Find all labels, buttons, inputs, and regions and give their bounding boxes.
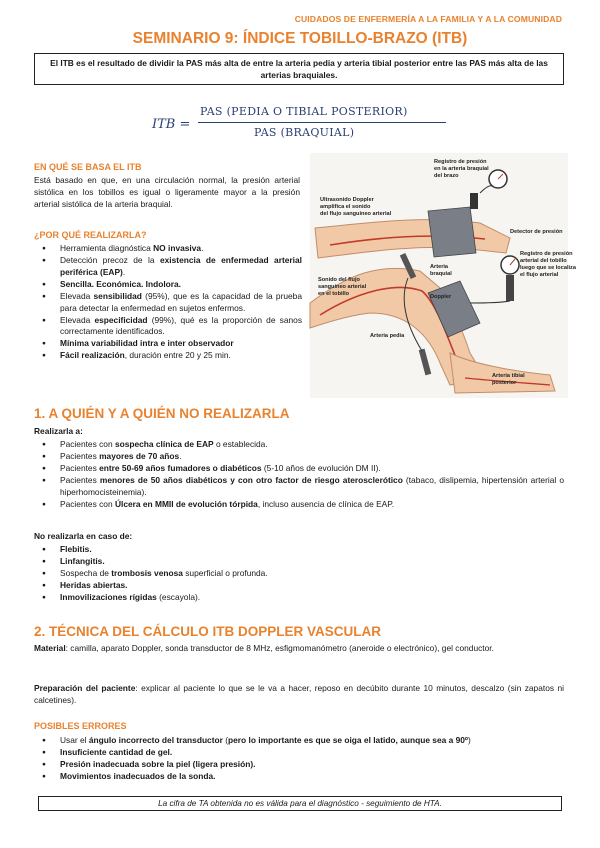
material-label: Material	[34, 643, 66, 653]
list-item: ● Pacientes entre 50-69 años fumadores o diabéticos (5-10 años de evolución DM II).	[34, 463, 564, 475]
svg-text:braquial: braquial	[430, 271, 452, 277]
material-paragraph	[34, 643, 564, 655]
section2-heading: 2. TÉCNICA DEL CÁLCULO ITB DOPPLER VASCULAR	[34, 624, 382, 639]
svg-text:posterior: posterior	[492, 380, 517, 386]
why-heading: ¿POR QUÉ REALIZARLA?	[34, 230, 147, 240]
svg-text:Registro de presión: Registro de presión	[434, 159, 487, 165]
list-item: ● Herramienta diagnóstica NO invasiva.	[34, 243, 302, 255]
list-item: ● Detección precoz de la existencia de enfermedad arterial periférica (EAP).	[34, 255, 302, 279]
svg-text:del flujo sanguíneo arterial: del flujo sanguíneo arterial	[320, 211, 392, 217]
do-label: Realizarla a:	[34, 426, 83, 436]
svg-text:arterial del tobillo: arterial del tobillo	[520, 258, 567, 264]
footnote-box: La cifra de TA obtenida no es válida para el diagnóstico - seguimiento de HTA.	[38, 796, 562, 811]
svg-text:del brazo: del brazo	[434, 173, 459, 179]
dont-list	[34, 544, 564, 604]
list-item: ● Fácil realización, duración entre 20 y 25 min.	[34, 350, 302, 362]
list-item: ● Heridas abiertas.	[34, 580, 564, 592]
list-item: ● Presión inadecuada sobre la piel (ligera presión).	[34, 759, 564, 771]
page-title: SEMINARIO 9: ÍNDICE TOBILLO-BRAZO (ITB)	[132, 30, 468, 47]
svg-text:Arteria: Arteria	[430, 264, 449, 270]
formula-numerator: PAS (PEDIA O TIBIAL POSTERIOR)	[200, 105, 408, 118]
svg-text:sanguíneo arterial: sanguíneo arterial	[318, 284, 367, 290]
svg-text:en el tobillo: en el tobillo	[318, 291, 350, 297]
errors-heading: POSIBLES ERRORES	[34, 721, 127, 731]
list-item: ● Sencilla. Económica. Indolora.	[34, 279, 302, 291]
formula-lhs: ITB =	[152, 117, 191, 132]
formula-denominator: PAS (BRAQUIAL)	[254, 126, 355, 139]
list-item: ● Pacientes con sospecha clínica de EAP o establecida.	[34, 439, 564, 451]
svg-text:amplifica el sonido: amplifica el sonido	[320, 204, 371, 210]
list-item: ● Pacientes mayores de 70 años.	[34, 451, 564, 463]
list-item: ● Elevada especificidad (99%), qué es la proporción de sanos correctamente identificados.	[34, 315, 302, 339]
prep-paragraph	[34, 683, 564, 707]
list-item: ● Flebitis.	[34, 544, 564, 556]
doppler-illustration	[310, 153, 576, 398]
why-list	[34, 243, 302, 362]
basis-heading: EN QUÉ SE BASA EL ITB	[34, 162, 142, 172]
basis-text: Está basado en que, en una circulación normal, la presión arterial sistólica en los tobillos es igual o ligeramente mayor a la presión arterial sistólica de la arteria braquial.	[34, 175, 300, 209]
list-item: ● Sospecha de trombosis venosa superficial o profunda.	[34, 568, 564, 580]
svg-text:Ultrasonido Doppler: Ultrasonido Doppler	[320, 197, 374, 203]
do-list	[34, 439, 564, 511]
material-text: : camilla, aparato Doppler, sonda transductor de 8 MHz, esfigmomanómetro (aneroide o electrónico), gel conductor.	[65, 643, 494, 653]
svg-text:Arteria pedia: Arteria pedia	[370, 333, 405, 339]
definition-box: El ITB es el resultado de dividir la PAS más alta de entre la arteria pedia y arteria tibial posterior entre las PAS más alta de las arterias braquiales.	[34, 53, 564, 85]
fraction-bar	[198, 122, 446, 123]
list-item: ● Inmovilizaciones rígidas (escayola).	[34, 592, 564, 604]
svg-text:Doppler: Doppler	[430, 294, 452, 300]
prep-label: Preparación del paciente	[34, 683, 136, 693]
section1-heading: 1. A QUIÉN Y A QUIÉN NO REALIZARLA	[34, 406, 290, 421]
course-header: CUIDADOS DE ENFERMERÍA A LA FAMILIA Y A LA COMUNIDAD	[294, 14, 562, 24]
list-item: ● Linfangitis.	[34, 556, 564, 568]
errors-list	[34, 735, 564, 783]
list-item: ● Insuficiente cantidad de gel.	[34, 747, 564, 759]
itb-formula	[152, 100, 452, 148]
svg-text:Registro de presión: Registro de presión	[520, 251, 573, 257]
list-item: ● Usar el ángulo incorrecto del transductor (pero lo importante es que se oiga el latido, aunque sea a 90º)	[34, 735, 564, 747]
arm-leg-drawing	[310, 153, 576, 398]
svg-text:Detector de presión: Detector de presión	[510, 229, 563, 235]
prep-text: : explicar al paciente lo que se le va a hacer, reposo en decúbito durante 10 minutos, descalzo (sin zapatos ni calcetines).	[34, 683, 564, 705]
list-item: ● Pacientes menores de 50 años diabéticos y con otro factor de riesgo aterosclerótico (tabaco, dislipemia, hipertensión arterial o hiperhomocisteinemia).	[34, 475, 564, 499]
svg-text:en la arteria braquial: en la arteria braquial	[434, 166, 489, 172]
svg-text:luego que se localiza: luego que se localiza	[520, 265, 576, 271]
list-item: ● Mínima variabilidad intra e inter observador	[34, 338, 302, 350]
dont-label: No realizarla en caso de:	[34, 531, 133, 541]
list-item: ● Pacientes con Úlcera en MMII de evolución tórpida, incluso ausencia de clínica de EAP.	[34, 499, 564, 511]
svg-text:Sonido del flujo: Sonido del flujo	[318, 277, 360, 283]
list-item: ● Elevada sensibilidad (95%), que es la capacidad de la prueba para detectar la enfermedad en sujetos enfermos.	[34, 291, 302, 315]
svg-text:el flujo arterial: el flujo arterial	[520, 272, 559, 278]
list-item: ● Movimientos inadecuados de la sonda.	[34, 771, 564, 783]
svg-text:Arteria tibial: Arteria tibial	[492, 373, 525, 379]
